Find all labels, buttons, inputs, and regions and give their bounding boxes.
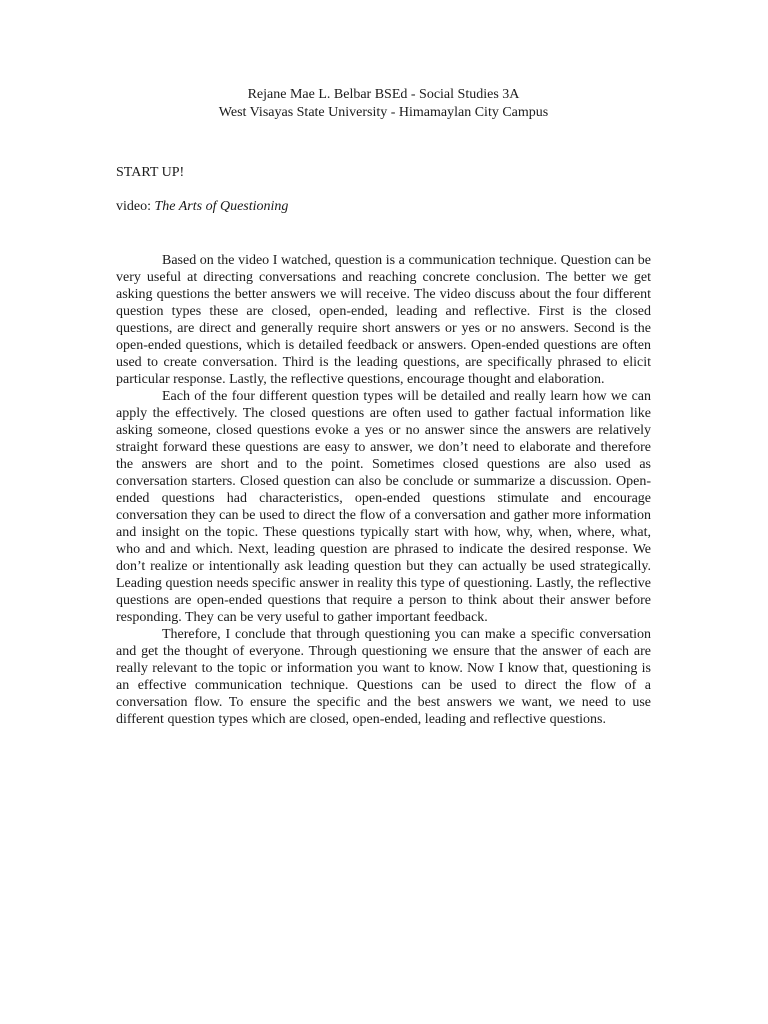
- paragraph-2: Each of the four different question types will be detailed and really learn how we can apply the effectively. The closed questions are often used to gather factual information like asking someone, closed questions evoke a yes or no answer since the answers are relatively straight forward these questions are easy to answer, we don’t need to elaborate and therefore the answers are short and to the point. Sometimes closed questions are also used as conversation starters. Closed question can also be conclude or summarize a discussion. Open-ended questions had characteristics, open-ended questions stimulate and encourage conversation they can be used to direct the flow of a conversation and gather more information and insight on the topic. These questions typically start with how, why, when, where, what, who and and which. Next, leading question are phrased to indicate the desired response. We don’t realize or intentionally ask leading question but they can actually be used strategically. Leading question needs specific answer in reality this type of questioning. Lastly, the reflective questions are open-ended questions that require a person to think about their answer before responding. They can be very useful to gather important feedback.: [116, 389, 651, 625]
- school-line: West Visayas State University - Himamaylan City Campus: [218, 105, 549, 120]
- paragraph-1: Based on the video I watched, question is a communication technique. Question can be very useful at directing conversations and reaching concrete conclusion. The better we get asking questions the better answers we will receive. The video discuss about the four different question types these are closed, open-ended, leading and reflective. First is the closed questions, are direct and generally require short answers or yes or no answers. Second is the open-ended questions, which is detailed feedback or answers. Open-ended questions are often used to create conversation. Third is the leading questions, are specifically phrased to elicit particular response. Lastly, the reflective questions, encourage thought and elaboration.: [116, 253, 651, 387]
- section-heading: START UP!: [116, 165, 185, 180]
- video-title: The Arts of Questioning: [154, 199, 289, 214]
- author-line: Rejane Mae L. Belbar BSEd - Social Studies 3A: [247, 87, 520, 102]
- video-label: video:: [116, 199, 155, 214]
- paragraph-3: Therefore, I conclude that through questioning you can make a specific conversation and get the thought of everyone. Through questioning we ensure that the answer of each are really relevant to the topic or information you want to know. Now I know that, questioning is an effective communication technique. Questions can be used to direct the flow of a conversation flow. To ensure the specific and the best answers we want, we need to use different question types which are closed, open-ended, leading and reflective questions.: [116, 627, 651, 727]
- video-line: [116, 198, 651, 216]
- body-text: [116, 252, 651, 728]
- document-page: [116, 86, 651, 728]
